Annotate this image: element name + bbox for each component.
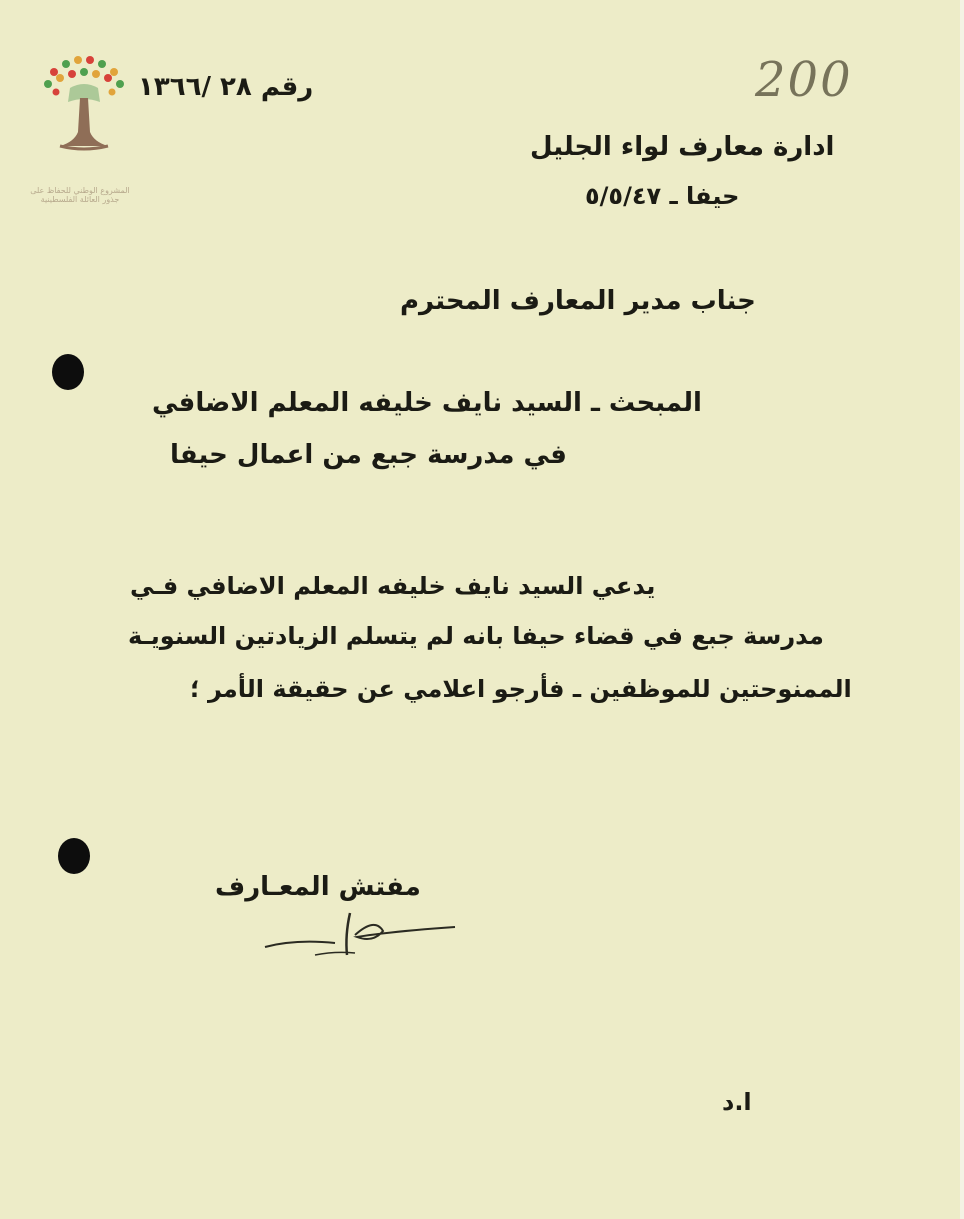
addressee: جناب مدير المعارف المحترم: [400, 286, 756, 316]
punch-hole: [52, 354, 84, 390]
logo-tagline: المشروع الوطني للحفاظ على جذور العائلة الفلسطينية: [30, 186, 130, 204]
place-date: حيفا ـ ٥/٥/٤٧: [585, 182, 740, 210]
body-line-2: مدرسة جبع في قضاء حيفا بانه لم يتسلم الزيادتين السنويـة: [128, 622, 824, 650]
typist-initials: ا.د: [722, 1088, 752, 1116]
body-line-1: يدعي السيد نايف خليفه المعلم الاضافي فـي: [130, 572, 656, 600]
body-line-3: الممنوحتين للموظفين ـ فأرجو اعلامي عن حقيقة الأمر ؛: [190, 675, 852, 703]
reference-number: رقم ٢٨ /١٣٦٦: [138, 72, 314, 102]
subject-line-2: في مدرسة جبع من اعمال حيفا: [170, 440, 567, 470]
punch-hole: [58, 838, 90, 874]
signature-title: مفتش المعـارف: [215, 872, 421, 902]
subject-line-1: المبحث ـ السيد نايف خليفه المعلم الاضافي: [152, 388, 702, 418]
department-name: ادارة معارف لواء الجليل: [530, 132, 835, 162]
handwritten-page-number: 200: [755, 52, 853, 108]
handwritten-signature-icon: [255, 905, 465, 965]
